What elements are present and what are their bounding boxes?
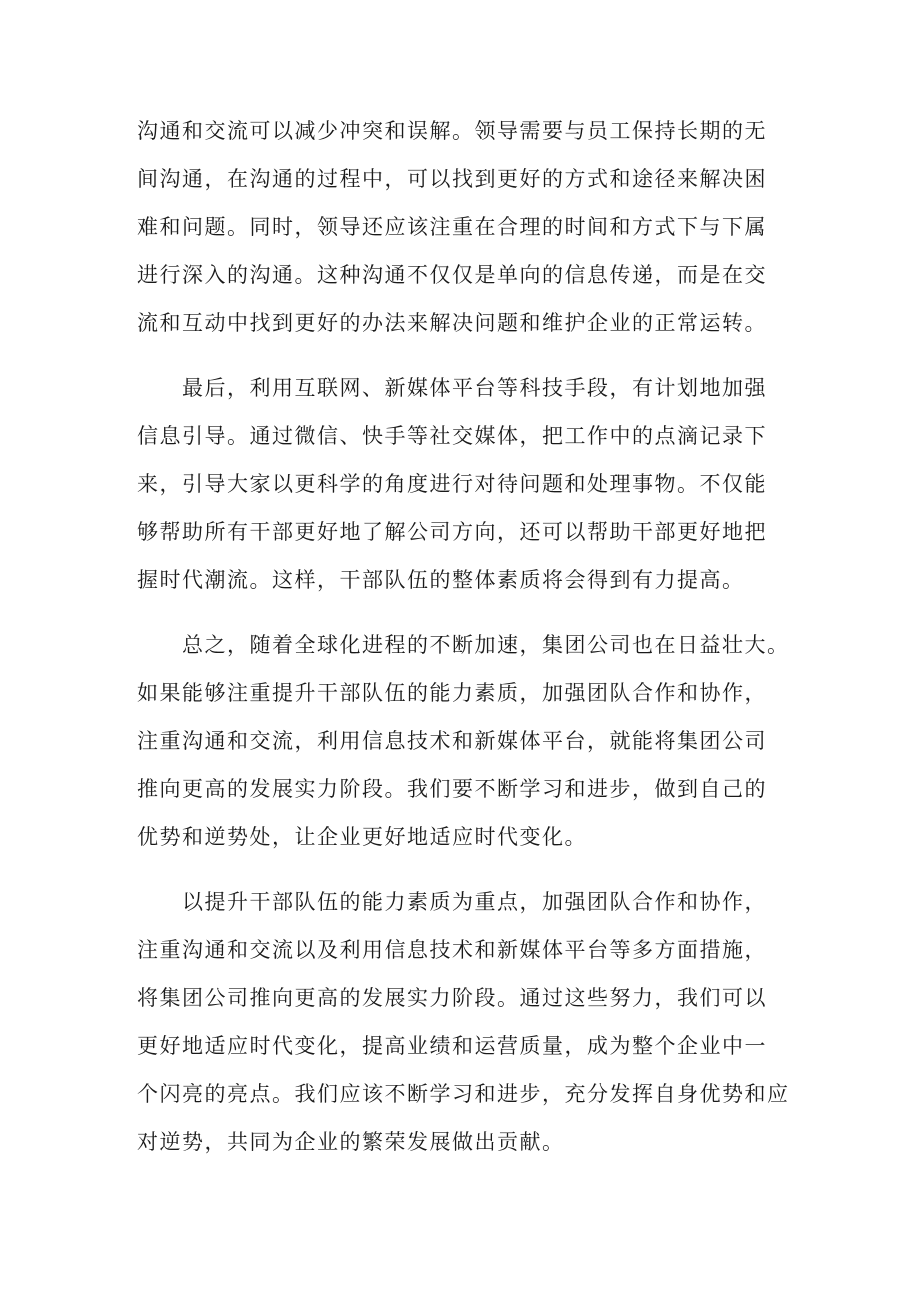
text-line: 信息引导。通过微信、快手等社交媒体，把工作中的点滴记录下	[137, 424, 767, 448]
text-line: 来，引导大家以更科学的角度进行对待问题和处理事物。不仅能	[137, 472, 767, 496]
text-line: 进行深入的沟通。这种沟通不仅仅是单向的信息传递，而是在交	[137, 263, 767, 287]
text-line: 以提升干部队伍的能力素质为重点，加强团队合作和协作，	[137, 890, 767, 914]
text-line: 优势和逆势处，让企业更好地适应时代变化。	[137, 825, 587, 849]
text-line: 够帮助所有干部更好地了解公司方向，还可以帮助干部更好地把	[137, 520, 767, 544]
paragraph-media-guidance	[137, 364, 797, 604]
text-line: 个闪亮的亮点。我们应该不断学习和进步，充分发挥自身优势和应	[137, 1082, 790, 1106]
paragraph-communication	[137, 107, 797, 347]
text-line: 最后，利用互联网、新媒体平台等科技手段，有计划地加强	[137, 376, 767, 400]
text-line: 总之，随着全球化进程的不断加速，集团公司也在日益壮大。	[137, 633, 790, 657]
text-line: 注重沟通和交流，利用信息技术和新媒体平台，就能将集团公司	[137, 729, 767, 753]
text-line: 推向更高的发展实力阶段。我们要不断学习和进步，做到自己的	[137, 777, 767, 801]
text-line: 对逆势，共同为企业的繁荣发展做出贡献。	[137, 1130, 565, 1154]
text-line: 沟通和交流可以减少冲突和误解。领导需要与员工保持长期的无	[137, 119, 767, 143]
text-line: 将集团公司推向更高的发展实力阶段。通过这些努力，我们可以	[137, 986, 767, 1010]
text-line: 间沟通，在沟通的过程中，可以找到更好的方式和途径来解决困	[137, 167, 767, 191]
paragraph-summary	[137, 621, 797, 861]
text-line: 流和互动中找到更好的办法来解决问题和维护企业的正常运转。	[137, 311, 767, 335]
text-line: 握时代潮流。这样，干部队伍的整体素质将会得到有力提高。	[137, 568, 745, 592]
paragraph-conclusion	[137, 878, 797, 1166]
text-line: 难和问题。同时，领导还应该注重在合理的时间和方式下与下属	[137, 215, 767, 239]
text-line: 如果能够注重提升干部队伍的能力素质，加强团队合作和协作，	[137, 681, 767, 705]
text-line: 注重沟通和交流以及利用信息技术和新媒体平台等多方面措施，	[137, 938, 767, 962]
text-line: 更好地适应时代变化，提高业绩和运营质量，成为整个企业中一	[137, 1034, 767, 1058]
